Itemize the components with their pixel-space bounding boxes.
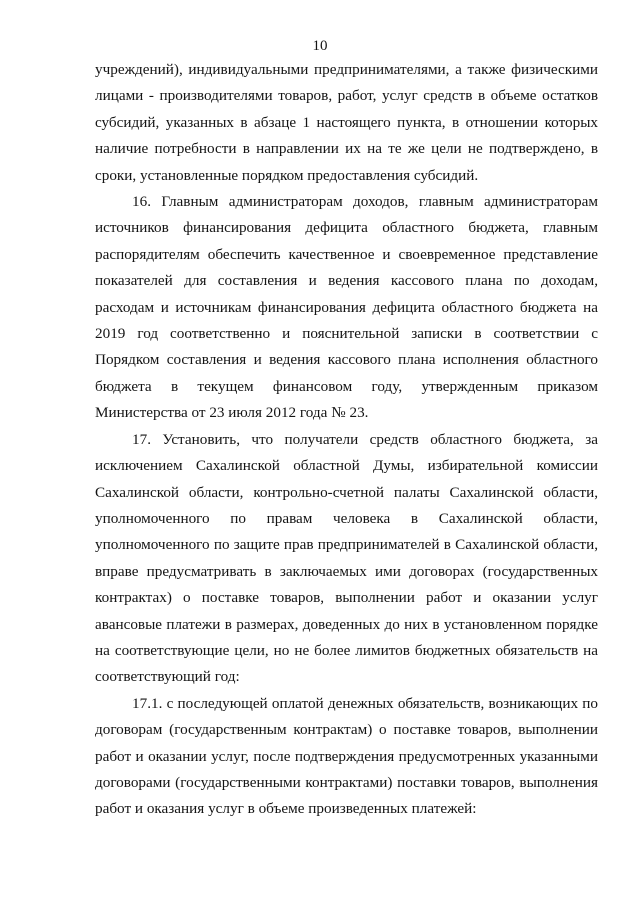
- paragraph-continuation: учреждений), индивидуальными предпринимателями, а также физическими лицами - производителями товаров, работ, услуг средств в объеме остатков субсидий, указанных в абзаце 1 настоящего пункта, в отношении которых наличие потребности в направлении их на те же цели не подтверждено, в сроки, установленные порядком предоставления субсидий.: [95, 61, 598, 184]
- paragraph-item-17-1: 17.1. с последующей оплатой денежных обязательств, возникающих по договорам (государственным контрактам) о поставке товаров, выполнении работ и оказании услуг, после подтверждения предусмотренных указанными договорами (государственными контрактами) поставки товаров, выполнения работ и оказания услуг в объеме произведенных платежей:: [95, 694, 598, 818]
- paragraph-item-16: 16. Главным администраторам доходов, главным администраторам источников финансирования дефицита областного бюджета, главным распорядителям обеспечить качественное и своевременное представление показателей для составления и ведения кассового плана по доходам, расходам и источникам финансирования дефицита областного бюджета на 2019 год соответственно и пояснительной записки в соответствии с Порядком составления и ведения кассового плана исполнения областного бюджета в текущем финансовом году, утвержденным приказом Министерства от 23 июля 2012 года № 23.: [95, 193, 598, 422]
- page-number: 10: [312, 38, 328, 54]
- document-body: [95, 57, 598, 823]
- paragraph-item-17: 17. Установить, что получатели средств областного бюджета, за исключением Сахалинской областной Думы, избирательной комиссии Сахалинской области, контрольно-счетной палаты Сахалинской области, уполномоченного по правам человека в Сахалинской области, уполномоченного по защите прав предпринимателей в Сахалинской области, вправе предусматривать в заключаемых ими договорах (государственных контрактах) о поставке товаров, выполнении работ и оказании услуг авансовые платежи в размерах, доведенных до них в установленном порядке на соответствующие цели, но не более лимитов бюджетных обязательств на соответствующий год:: [95, 430, 598, 686]
